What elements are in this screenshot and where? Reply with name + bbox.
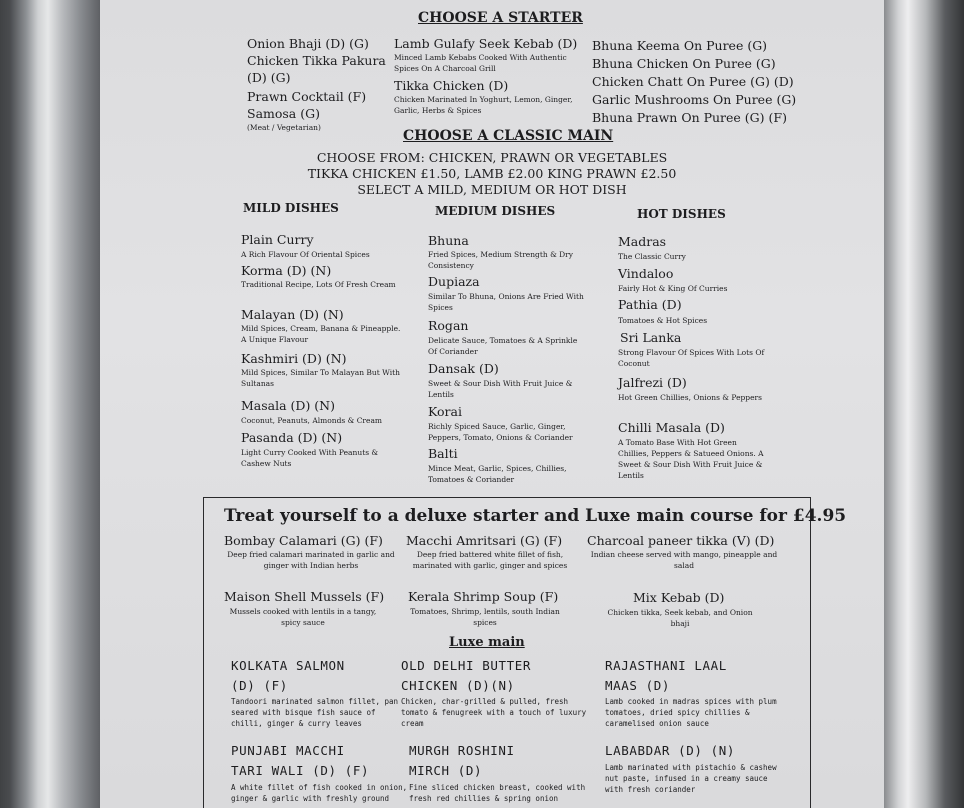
mild-dish: Kashmiri (D) (N)	[241, 351, 347, 366]
starter-item: Bhuna Keema On Puree (G)	[592, 38, 768, 53]
medium-dish: Dupiaza	[428, 274, 480, 289]
luxe-main-item: KOLKATA SALMON	[231, 658, 345, 673]
deluxe-starter: Charcoal paneer tikka (V) (D)	[587, 533, 775, 548]
deluxe-starter: Kerala Shrimp Soup (F)	[408, 589, 559, 604]
starter-item: Chicken Chatt On Puree (G) (D)	[592, 74, 794, 89]
luxe-main-description: Chicken, char-grilled & pulled, fresh tomato & fenugreek with a touch of luxury cream	[401, 697, 587, 728]
mild-dish-description: A Rich Flavour Of Oriental Spices	[241, 250, 370, 259]
medium-dish-description: Sweet & Sour Dish With Fruit Juice & Lentils	[428, 379, 573, 399]
hot-heading: HOT DISHES	[637, 207, 726, 221]
deluxe-starter: Bombay Calamari (G) (F)	[224, 533, 383, 548]
mild-dish: Masala (D) (N)	[241, 398, 335, 413]
deluxe-starter-description: Mussels cooked with lentils in a tangy, spicy sauce	[229, 607, 377, 627]
medium-dish: Balti	[428, 446, 458, 461]
hot-dish: Pathia (D)	[618, 297, 682, 312]
mild-dish: Plain Curry	[241, 232, 314, 247]
hot-dish-description: Tomatoes & Hot Spices	[618, 316, 708, 325]
starter-note: (Meat / Vegetarian)	[247, 123, 321, 132]
starter-item: Prawn Cocktail (F)	[247, 89, 367, 104]
deluxe-starter-description: Tomatoes, Shrimp, lentils, south Indian spices	[410, 607, 560, 627]
starter-item: Bhuna Chicken On Puree (G)	[592, 56, 776, 71]
hot-dish-description: Fairly Hot & King Of Curries	[618, 284, 728, 293]
luxe-main-item-tags: MIRCH (D)	[409, 763, 483, 778]
classic-line-2: TIKKA CHICKEN £1.50, LAMB £2.00 KING PRAWN £2.50	[307, 166, 677, 181]
luxe-main-item: RAJASTHANI LAAL	[605, 658, 727, 673]
mild-dish: Malayan (D) (N)	[241, 307, 344, 322]
luxe-main-item: MURGH ROSHINI	[409, 743, 515, 758]
starter-item: Chicken Tikka Pakura	[247, 53, 386, 68]
deluxe-starter-description: Deep fried battered white fillet of fish, marinated with garlic, ginger and spices	[412, 550, 568, 570]
deluxe-title: Treat yourself to a deluxe starter and Luxe main course for £4.95	[224, 506, 847, 526]
mild-dish: Pasanda (D) (N)	[241, 430, 343, 445]
hot-dish: Madras	[618, 234, 667, 249]
luxe-main-item-tags: CHICKEN (D)(N)	[401, 678, 515, 693]
hot-dish-description: The Classic Curry	[618, 252, 686, 261]
luxe-main-description: Lamb cooked in madras spices with plum tomatoes, dried spicy chillies & caramelised onion sauce	[605, 697, 777, 728]
mild-dish-description: Coconut, Peanuts, Almonds & Cream	[241, 416, 383, 425]
hot-dish: Jalfrezi (D)	[618, 375, 687, 390]
medium-dish: Dansak (D)	[428, 361, 499, 376]
mild-heading: MILD DISHES	[243, 201, 339, 215]
luxe-main-item-tags: (D) (F)	[231, 678, 288, 693]
hot-dish-description: Hot Green Chillies, Onions & Peppers	[618, 393, 762, 402]
starter-item: Bhuna Prawn On Puree (G) (F)	[592, 110, 787, 125]
hot-dish-description: A Tomato Base With Hot Green Chillies, Peppers & Satueed Onions. A Sweet & Sour Dish With Fruit Juice & Lentils	[618, 438, 764, 480]
starter-item: Lamb Gulafy Seek Kebab (D)	[394, 36, 578, 51]
luxe-main-description: Lamb marinated with pistachio & cashew nut paste, infused in a creamy sauce with fresh coriander	[605, 763, 777, 794]
deluxe-starter-description: Indian cheese served with mango, pineapple and salad	[590, 550, 778, 570]
medium-dish-description: Richly Spiced Sauce, Garlic, Ginger, Peppers, Tomato, Onions & Coriander	[428, 422, 573, 442]
mild-dish-description: Mild Spices, Similar To Malayan But With Sultanas	[241, 368, 400, 388]
hot-dish: Chilli Masala (D)	[618, 420, 725, 435]
mild-dish-description: Mild Spices, Cream, Banana & Pineapple. A Unique Flavour	[241, 324, 401, 344]
hot-dish: Vindaloo	[618, 266, 674, 281]
classic-line-3: SELECT A MILD, MEDIUM OR HOT DISH	[357, 182, 627, 197]
mild-dish-description: Traditional Recipe, Lots Of Fresh Cream	[241, 280, 396, 289]
luxe-main-item-tags: MAAS (D)	[605, 678, 671, 693]
frame-left-edge	[0, 0, 100, 808]
starter-item: Garlic Mushrooms On Puree (G)	[592, 92, 797, 107]
medium-dish-description: Similar To Bhuna, Onions Are Fried With Spices	[428, 292, 584, 312]
medium-dish-description: Fried Spices, Medium Strength & Dry Consistency	[428, 250, 573, 270]
deluxe-starter: Macchi Amritsari (G) (F)	[406, 533, 563, 548]
starter-item: Onion Bhaji (D) (G)	[247, 36, 369, 51]
hot-dish-description: Strong Flavour Of Spices With Lots Of Coconut	[618, 348, 765, 368]
starter-heading: CHOOSE A STARTER	[418, 10, 583, 26]
starter-description: Minced Lamb Kebabs Cooked With Authentic Spices On A Charcoal Grill	[394, 53, 567, 73]
medium-dish: Rogan	[428, 318, 469, 333]
luxe-main-heading: Luxe main	[449, 635, 525, 650]
luxe-main-description: Fine sliced chicken breast, cooked with fresh red chillies & spring onion	[409, 783, 586, 803]
medium-dish: Bhuna	[428, 233, 469, 248]
frame-right-edge	[884, 0, 964, 808]
medium-heading: MEDIUM DISHES	[435, 204, 556, 218]
mild-dish: Korma (D) (N)	[241, 263, 332, 278]
deluxe-starter-description: Deep fried calamari marinated in garlic and ginger with Indian herbs	[227, 550, 395, 570]
medium-dish-description: Mince Meat, Garlic, Spices, Chillies, Tomatoes & Coriander	[428, 464, 567, 484]
deluxe-starter-description: Chicken tikka, Seek kebab, and Onion bhaji	[607, 608, 753, 628]
medium-dish-description: Delicate Sauce, Tomatoes & A Sprinkle Of Coriander	[428, 336, 578, 356]
luxe-main-item: OLD DELHI BUTTER	[401, 658, 532, 673]
medium-dish: Korai	[428, 404, 462, 419]
luxe-main-item-tags: TARI WALI (D) (F)	[231, 763, 370, 778]
luxe-main-description: A white fillet of fish cooked in onion, ginger & garlic with freshly ground	[231, 783, 408, 803]
luxe-main-item: PUNJABI MACCHI	[231, 743, 345, 758]
menu-sheet	[100, 0, 884, 808]
starter-description: Chicken Marinated In Yoghurt, Lemon, Ginger, Garlic, Herbs & Spices	[394, 95, 573, 115]
deluxe-starter: Maison Shell Mussels (F)	[224, 589, 385, 604]
hot-dish: Sri Lanka	[620, 330, 682, 345]
luxe-main-description: Tandoori marinated salmon fillet, pan seared with bisque fish sauce of chilli, ginger & curry leaves	[231, 697, 399, 728]
classic-line-1: CHOOSE FROM: CHICKEN, PRAWN OR VEGETABLES	[316, 150, 668, 165]
starter-item: Samosa (G)	[247, 106, 320, 121]
starter-item: (D) (G)	[247, 70, 291, 85]
mild-dish-description: Light Curry Cooked With Peanuts & Cashew Nuts	[241, 448, 379, 468]
deluxe-starter: Mix Kebab (D)	[633, 590, 725, 605]
starter-item: Tikka Chicken (D)	[394, 78, 509, 93]
classic-heading: CHOOSE A CLASSIC MAIN	[403, 128, 614, 144]
luxe-main-item: LABABDAR (D) (N)	[605, 743, 736, 758]
